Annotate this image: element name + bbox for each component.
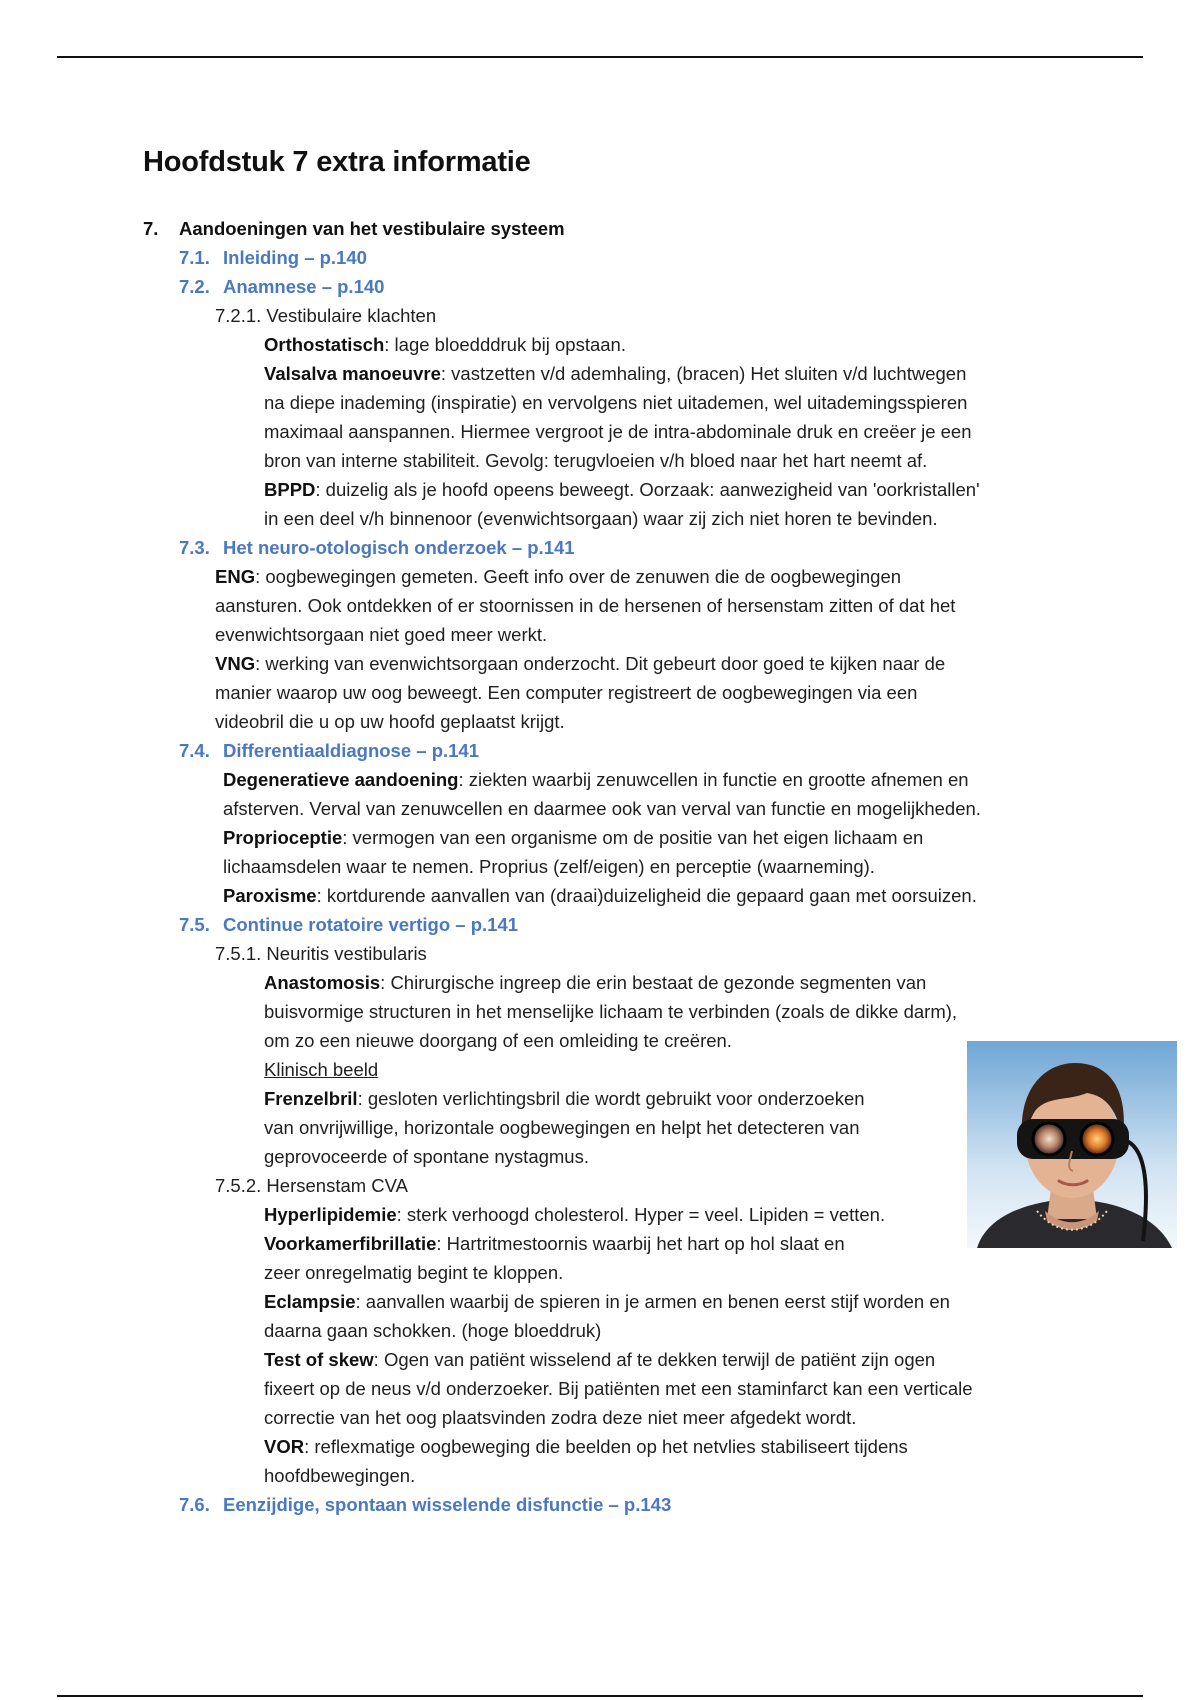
definition-eclampsie: Eclampsie: aanvallen waarbij de spieren in je armen en benen eerst stijf worden en bbox=[264, 1291, 950, 1312]
definition-text-line: lichaamsdelen waar te nemen. Proprius (zelf/eigen) en perceptie (waarneming). bbox=[223, 856, 875, 877]
definition-text-line: hoofdbewegingen. bbox=[264, 1465, 416, 1486]
definition-text-line: daarna gaan schokken. (hoge bloeddruk) bbox=[264, 1320, 602, 1341]
section-heading-7-2: 7.2. Anamnese – p.140 bbox=[179, 276, 385, 297]
definition-text-line: in een deel v/h binnenoor (evenwichtsorgaan) waar zij zich niet horen te bevinden. bbox=[264, 508, 938, 529]
frenzel-goggles-illustration bbox=[967, 1041, 1177, 1248]
definition-text-line: zeer onregelmatig begint te kloppen. bbox=[264, 1262, 564, 1283]
definition-vor: VOR: reflexmatige oogbeweging die beelden op het netvlies stabiliseert tijdens bbox=[264, 1436, 908, 1457]
definition-text-line: correctie van het oog plaatsvinden zodra deze niet meer afgedekt wordt. bbox=[264, 1407, 857, 1428]
chapter-heading: 7. Aandoeningen van het vestibulaire systeem bbox=[143, 218, 565, 239]
definition-paroxisme: Paroxisme: kortdurende aanvallen van (draai)duizeligheid die gepaard gaan met oorsuizen. bbox=[223, 885, 977, 906]
section-heading-7-1: 7.1. Inleiding – p.140 bbox=[179, 247, 367, 268]
definition-text-line: bron van interne stabiliteit. Gevolg: terugvloeien v/h bloed naar het hart neemt af. bbox=[264, 450, 928, 471]
subsection-heading-7-2-1: 7.2.1. Vestibulaire klachten bbox=[215, 305, 437, 326]
subsection-heading-7-5-2: 7.5.2. Hersenstam CVA bbox=[215, 1175, 408, 1196]
section-heading-7-6: 7.6. Eenzijdige, spontaan wisselende disfunctie – p.143 bbox=[179, 1494, 672, 1515]
definition-text-line: fixeert op de neus v/d onderzoeker. Bij patiënten met een staminfarct kan een verticale bbox=[264, 1378, 973, 1399]
document-body bbox=[143, 214, 1143, 1519]
definition-text-line: om zo een nieuwe doorgang of een omleiding te creëren. bbox=[264, 1030, 732, 1051]
definition-text-line: aansturen. Ook ontdekken of er stoornissen in de hersenen of hersenstam zitten of dat het bbox=[215, 595, 956, 616]
definition-orthostatisch: Orthostatisch: lage bloedddruk bij opstaan. bbox=[264, 334, 626, 355]
definition-frenzelbril: Frenzelbril: gesloten verlichtingsbril die wordt gebruikt voor onderzoeken bbox=[264, 1088, 865, 1109]
definition-text-line: evenwichtsorgaan niet goed meer werkt. bbox=[215, 624, 548, 645]
section-heading-7-3: 7.3. Het neuro-otologisch onderzoek – p.141 bbox=[179, 537, 575, 558]
definition-text-line: manier waarop uw oog beweegt. Een computer registreert de oogbewegingen via een bbox=[215, 682, 918, 703]
definition-text-line: van onvrijwillige, horizontale oogbewegingen en helpt het detecteren van bbox=[264, 1117, 860, 1138]
klinisch-beeld-label: Klinisch beeld bbox=[264, 1059, 379, 1080]
top-rule bbox=[57, 56, 1143, 58]
definition-bppd: BPPD: duizelig als je hoofd opeens beweegt. Oorzaak: aanwezigheid van 'oorkristallen' bbox=[264, 479, 980, 500]
definition-valsalva: Valsalva manoeuvre: vastzetten v/d ademhaling, (bracen) Het sluiten v/d luchtwegen bbox=[264, 363, 967, 384]
definition-text-line: buisvormige structuren in het menselijke lichaam te verbinden (zoals de dikke darm), bbox=[264, 1001, 958, 1022]
section-heading-7-5: 7.5. Continue rotatoire vertigo – p.141 bbox=[179, 914, 519, 935]
definition-degeneratieve-aandoening: Degeneratieve aandoening: ziekten waarbij zenuwcellen in functie en grootte afnemen en bbox=[223, 769, 969, 790]
definition-hyperlipidemie: Hyperlipidemie: sterk verhoogd cholesterol. Hyper = veel. Lipiden = vetten. bbox=[264, 1204, 886, 1225]
definition-text-line: afsterven. Verval van zenuwcellen en daarmee ook van verval van functie en mogelijkheden. bbox=[223, 798, 981, 819]
definition-text-line: maximaal aanspannen. Hiermee vergroot je de intra-abdominale druk en creëer je een bbox=[264, 421, 972, 442]
definition-test-of-skew: Test of skew: Ogen van patiënt wisselend af te dekken terwijl de patiënt zijn ogen bbox=[264, 1349, 936, 1370]
definition-text-line: na diepe inademing (inspiratie) en vervolgens niet uitademen, wel uitademingsspieren bbox=[264, 392, 968, 413]
definition-vng: VNG: werking van evenwichtsorgaan onderzocht. Dit gebeurt door goed te kijken naar de bbox=[215, 653, 946, 674]
frenzel-goggles-photo bbox=[967, 1041, 1177, 1248]
section-heading-7-4: 7.4. Differentiaaldiagnose – p.141 bbox=[179, 740, 480, 761]
definition-anastomosis: Anastomosis: Chirurgische ingreep die erin bestaat de gezonde segmenten van bbox=[264, 972, 927, 993]
document-title: Hoofdstuk 7 extra informatie bbox=[143, 146, 531, 178]
subsection-heading-7-5-1: 7.5.1. Neuritis vestibularis bbox=[215, 943, 427, 964]
definition-voorkamerfibrillatie: Voorkamerfibrillatie: Hartritmestoornis waarbij het hart op hol slaat en bbox=[264, 1233, 845, 1254]
bottom-rule bbox=[57, 1695, 1143, 1697]
definition-text-line: videobril die u op uw hoofd geplaatst krijgt. bbox=[215, 711, 565, 732]
definition-proprioceptie: Proprioceptie: vermogen van een organisme om de positie van het eigen lichaam en bbox=[223, 827, 924, 848]
definition-eng: ENG: oogbewegingen gemeten. Geeft info over de zenuwen die de oogbewegingen bbox=[215, 566, 902, 587]
definition-text-line: geprovoceerde of spontane nystagmus. bbox=[264, 1146, 589, 1167]
